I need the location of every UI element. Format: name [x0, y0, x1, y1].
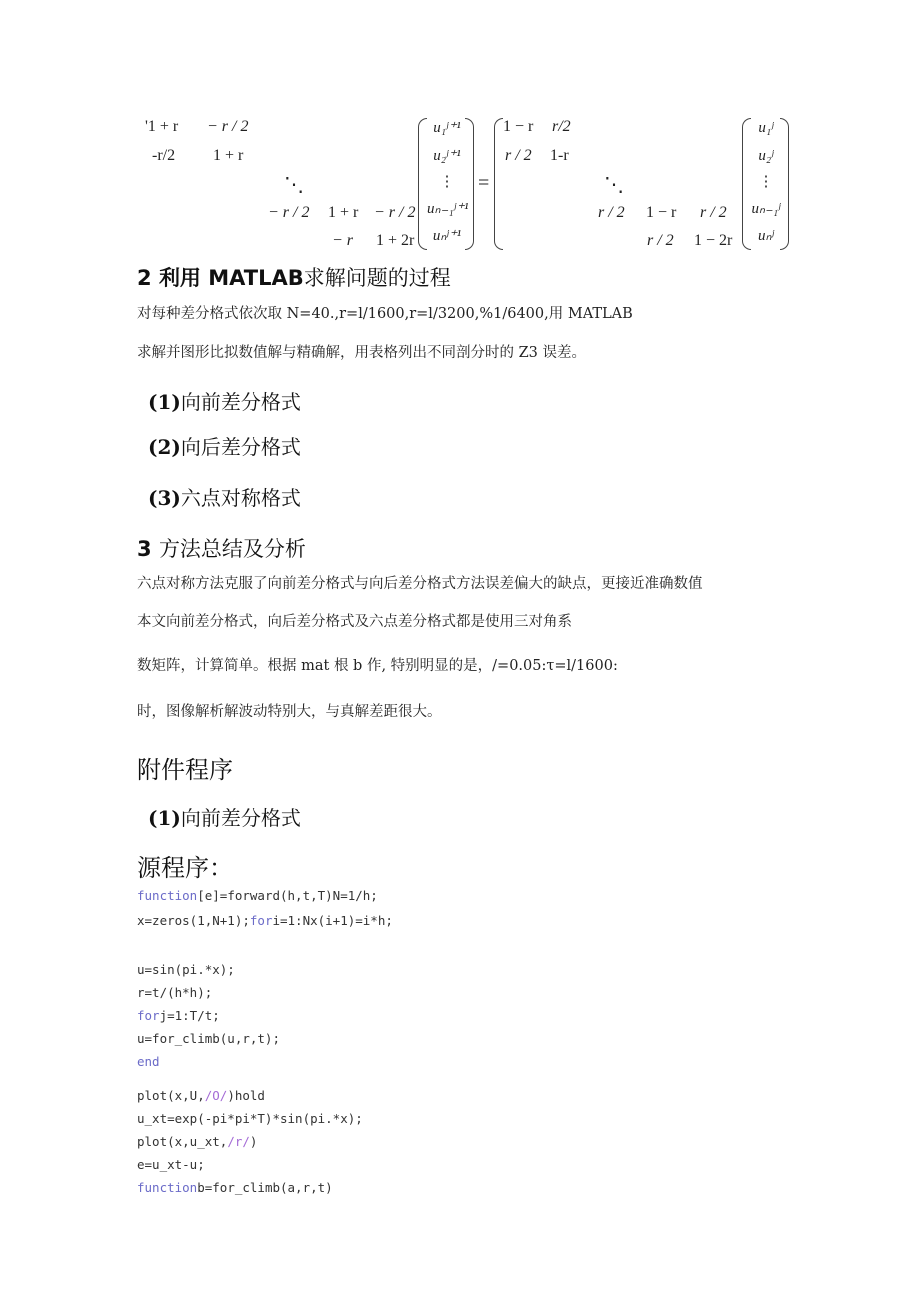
item-3-text: 六点对称格式 [180, 486, 301, 510]
left-vector-open-bracket [418, 118, 427, 250]
lm-r5c2: 1 + 2r [376, 232, 415, 249]
section-2-para-1: 对每种差分格式依次取 N=40.,r=l/1600,r=l/3200,%1/6400,用 MATLAB [137, 306, 633, 322]
section-2-number: 2 [137, 266, 152, 290]
code-line-1 [137, 888, 378, 903]
rm-r4c2: 1 − r [646, 204, 677, 221]
lm-r4c1: − r / 2 [268, 204, 310, 221]
section-2-item-1 [148, 386, 301, 415]
code-line-10 [137, 1134, 257, 1149]
code-text: )hold [227, 1088, 265, 1103]
item-2-text: 向后差分格式 [180, 435, 301, 459]
code-line-2 [137, 913, 393, 928]
code-keyword: function [137, 888, 198, 903]
code-text: j=1:T/t; [159, 1008, 220, 1023]
section-3-number: 3 [137, 537, 152, 561]
rv-1: u₁ʲ [758, 120, 774, 136]
lm-r4c2: 1 + r [328, 204, 359, 221]
code-line-6: u=for_climb(u,r,t); [137, 1031, 280, 1046]
section-2-title-rest: 求解问题的过程 [303, 266, 451, 290]
code-string: ∕r∕ [227, 1134, 250, 1149]
rm-r1c1: 1 − r [503, 118, 534, 135]
section-3-line-3: 数矩阵，计算简单。根据 mat 根 b 作, 特别明显的是，/=0.05:τ=l/1600: [137, 658, 618, 674]
code-text: ) [249, 1134, 258, 1149]
lm-r1c2: − r / 2 [207, 118, 249, 135]
rv-3: ⋮ [758, 174, 774, 190]
item-1-text: 向前差分格式 [180, 390, 301, 414]
lm-r1c1: '1 + r [145, 118, 179, 135]
rm-r4c3: r / 2 [700, 204, 727, 221]
section-2-item-2 [148, 431, 301, 460]
rm-r5c1: r / 2 [647, 232, 674, 249]
section-2-heading [137, 262, 451, 292]
section-3-title: 方法总结及分析 [158, 537, 306, 561]
rm-r5c2: 1 − 2r [694, 232, 733, 249]
code-line-11: e=u_xt-u; [137, 1157, 205, 1172]
lv-2: u₂ʲ⁺¹ [433, 148, 461, 164]
rm-dots: ⋱ [604, 174, 624, 196]
section-2-item-3 [148, 482, 301, 511]
section-3-line-2: 本文向前差分格式，向后差分格式及六点差分格式都是使用三对角系 [137, 614, 572, 630]
code-text: plot(x,U, [137, 1088, 205, 1103]
code-line-5 [137, 1008, 220, 1023]
left-vector-close-bracket [465, 118, 474, 250]
appendix-item-1 [148, 802, 301, 831]
rv-2: u₂ʲ [758, 148, 774, 164]
right-vector-close-bracket [780, 118, 789, 250]
lm-r4c3: − r / 2 [374, 204, 416, 221]
code-line-12 [137, 1180, 333, 1195]
code-text: plot(x,u_xt, [137, 1134, 228, 1149]
appendix-item-1-number: (1) [148, 806, 181, 830]
source-label: 源程序： [137, 854, 233, 882]
code-keyword: for [249, 913, 273, 928]
code-line-7 [137, 1054, 160, 1069]
lm-dots: ⋱ [284, 174, 304, 196]
right-matrix-open-bracket [494, 118, 503, 250]
code-line-4: r=t∕(h*h); [137, 985, 213, 1000]
code-keyword: end [137, 1054, 160, 1069]
section-2-title-bold: 利用 MATLAB [158, 266, 304, 290]
item-3-number: (3) [148, 486, 181, 510]
matrix-equation [0, 0, 920, 260]
rv-4: uₙ₋₁ʲ [751, 201, 781, 217]
code-keyword: for [137, 1008, 160, 1023]
item-1-number: (1) [148, 390, 181, 414]
code-text: x=zeros(1,N+1); [137, 913, 250, 928]
section-3-line-1: 六点对称方法克服了向前差分格式与向后差分格式方法误差偏大的缺点，更接近准确数值 [137, 576, 703, 592]
section-3-line-4: 时，图像解析解波动特别大，与真解差距很大。 [137, 704, 442, 720]
item-2-number: (2) [148, 435, 181, 459]
code-line-9: u_xt=exp(-pi*pi*T)*sin(pi.*x); [137, 1111, 363, 1126]
rm-r1c2: r/2 [552, 118, 571, 135]
lv-5: uₙʲ⁺¹ [432, 228, 462, 244]
lm-r5c1: − r [332, 232, 354, 249]
rm-r4c1: r / 2 [598, 204, 625, 221]
code-text: [e]=forward(h,t,T)N=1∕h; [197, 888, 378, 903]
code-keyword: function [137, 1180, 198, 1195]
lv-3: ⋮ [439, 174, 455, 190]
rm-r2c1: r / 2 [505, 147, 532, 164]
code-line-3: u=sin(pi.*x); [137, 962, 235, 977]
rv-5: uₙʲ [758, 228, 774, 244]
lm-r2c1: -r/2 [152, 147, 176, 164]
rm-r2c2: 1-r [550, 147, 569, 164]
appendix-title: 附件程序 [137, 756, 233, 784]
code-text: i=1:Nx(i+1)=i*h; [272, 913, 393, 928]
code-line-8 [137, 1088, 265, 1103]
lv-1: u₁ʲ⁺¹ [433, 120, 461, 136]
code-text: b=for_climb(a,r,t) [197, 1180, 333, 1195]
code-string: ∕O∕ [204, 1088, 228, 1103]
section-3-heading [137, 533, 306, 563]
appendix-item-1-text: 向前差分格式 [180, 806, 301, 830]
section-2-para-2: 求解并图形比拟数值解与精确解，用表格列出不同剖分时的 Z3 误差。 [137, 345, 587, 361]
lv-4: uₙ₋₁ʲ⁺¹ [427, 201, 469, 217]
lm-r2c2: 1 + r [213, 147, 244, 164]
equals-sign: = [478, 172, 490, 194]
